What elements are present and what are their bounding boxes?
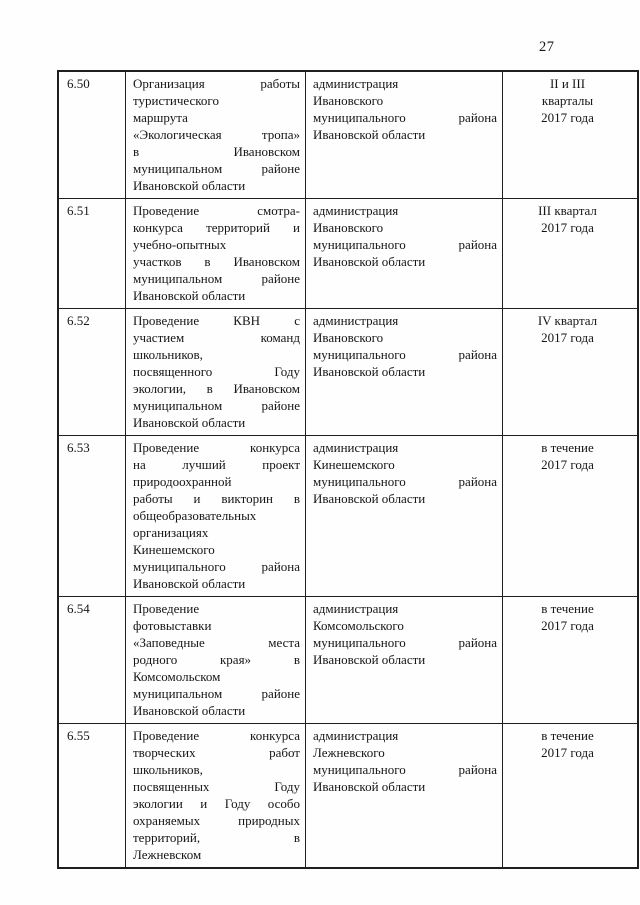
- text-line: муниципального района: [313, 347, 497, 362]
- text-line: в Ивановском: [133, 144, 300, 159]
- executor-cell: [306, 436, 503, 597]
- timing-cell: [503, 309, 639, 436]
- text-line: Ивановской области: [313, 779, 426, 794]
- text-line: в течение: [541, 440, 594, 455]
- text-line: муниципального района: [313, 237, 497, 252]
- text-line: Ивановской области: [133, 576, 246, 591]
- executor-cell: [306, 597, 503, 724]
- text-line: участием команд: [133, 330, 300, 345]
- text-line: туристического: [133, 93, 219, 108]
- activity-cell: [126, 199, 306, 309]
- text-line: учебно-опытных: [133, 237, 227, 252]
- text-line: муниципальном районе: [133, 686, 300, 701]
- text-line: Кинешемского: [133, 542, 215, 557]
- text-line: администрация: [313, 440, 399, 455]
- executor-cell: [306, 199, 503, 309]
- text-line: маршрута: [133, 110, 188, 125]
- text-line: экологии, в Ивановском: [133, 381, 300, 396]
- text-line: муниципального района: [313, 110, 497, 125]
- table-row: [58, 309, 638, 436]
- text-line: Лежневского: [313, 745, 385, 760]
- text-line: Ивановской области: [313, 127, 426, 142]
- text-line: экологии и Году особо: [133, 796, 300, 811]
- row-number-cell: [58, 199, 126, 309]
- text-line: родного края» в: [133, 652, 300, 667]
- text-line: Ивановского: [313, 330, 384, 345]
- timing-cell: [503, 71, 639, 199]
- text-line: «Экологическая тропа»: [133, 127, 300, 142]
- text-line: Комсомольском: [133, 669, 221, 684]
- activities-table-body: [58, 71, 638, 868]
- text-line: муниципального района: [313, 474, 497, 489]
- text-line: администрация: [313, 203, 399, 218]
- text-line: Ивановской области: [133, 703, 246, 718]
- text-line: работы и викторин в: [133, 491, 300, 506]
- text-line: участков в Ивановском: [133, 254, 300, 269]
- timing-cell: [503, 436, 639, 597]
- text-line: 6.51: [67, 203, 90, 218]
- text-line: Кинешемского: [313, 457, 395, 472]
- text-line: 6.50: [67, 76, 90, 91]
- text-line: Ивановской области: [133, 178, 246, 193]
- text-line: муниципальном районе: [133, 161, 300, 176]
- text-line: Проведение смотра-: [133, 203, 300, 218]
- text-line: 6.55: [67, 728, 90, 743]
- text-line: фотовыставки: [133, 618, 212, 633]
- text-line: IV квартал: [537, 313, 598, 328]
- text-line: 6.53: [67, 440, 90, 455]
- text-line: посвященных Году: [133, 779, 300, 794]
- executor-cell: [306, 724, 503, 869]
- text-line: муниципальном районе: [133, 398, 300, 413]
- text-line: Проведение КВН с: [133, 313, 300, 328]
- table-row: [58, 597, 638, 724]
- text-line: 2017 года: [541, 220, 594, 235]
- timing-cell: [503, 199, 639, 309]
- text-line: посвященного Году: [133, 364, 300, 379]
- activity-cell: [126, 309, 306, 436]
- text-line: школьников,: [133, 347, 203, 362]
- text-line: организациях: [133, 525, 209, 540]
- text-line: администрация: [313, 313, 399, 328]
- text-line: 2017 года: [541, 330, 594, 345]
- text-line: Лежневском: [133, 847, 202, 862]
- row-number-cell: [58, 724, 126, 869]
- text-line: муниципальном районе: [133, 271, 300, 286]
- text-line: 2017 года: [541, 618, 594, 633]
- text-line: природоохранной: [133, 474, 232, 489]
- text-line: общеобразовательных: [133, 508, 257, 523]
- table-row: [58, 71, 638, 199]
- text-line: Ивановской области: [313, 491, 426, 506]
- activity-cell: [126, 71, 306, 199]
- text-line: «Заповедные места: [133, 635, 300, 650]
- text-line: III квартал: [538, 203, 597, 218]
- text-line: 2017 года: [541, 457, 594, 472]
- row-number-cell: [58, 71, 126, 199]
- text-line: Ивановской области: [313, 652, 426, 667]
- text-line: администрация: [313, 601, 399, 616]
- text-line: муниципального района: [313, 762, 497, 777]
- text-line: администрация: [313, 76, 399, 91]
- text-line: школьников,: [133, 762, 203, 777]
- executor-cell: [306, 71, 503, 199]
- text-line: творческих работ: [133, 745, 300, 760]
- table-row: [58, 436, 638, 597]
- text-line: охраняемых природных: [133, 813, 300, 828]
- text-line: администрация: [313, 728, 399, 743]
- text-line: муниципального района: [313, 635, 497, 650]
- row-number-cell: [58, 597, 126, 724]
- text-line: Ивановского: [313, 93, 384, 108]
- text-line: кварталы: [541, 93, 594, 108]
- table-row: [58, 199, 638, 309]
- page-number: 27: [539, 39, 555, 55]
- activity-cell: [126, 724, 306, 869]
- text-line: Проведение конкурса: [133, 440, 300, 455]
- text-line: 6.52: [67, 313, 90, 328]
- text-line: Проведение конкурса: [133, 728, 300, 743]
- text-line: II и III: [549, 76, 586, 91]
- activity-cell: [126, 436, 306, 597]
- text-line: муниципального района: [133, 559, 300, 574]
- text-line: на лучший проект: [133, 457, 300, 472]
- text-line: в течение: [541, 728, 594, 743]
- timing-cell: [503, 724, 639, 869]
- text-line: Проведение: [133, 601, 200, 616]
- text-line: 6.54: [67, 601, 90, 616]
- table-row: [58, 724, 638, 869]
- text-line: 2017 года: [541, 745, 594, 760]
- text-line: Организация работы: [133, 76, 300, 91]
- text-line: Ивановской области: [313, 254, 426, 269]
- activity-cell: [126, 597, 306, 724]
- text-line: Ивановского: [313, 220, 384, 235]
- text-line: Комсомольского: [313, 618, 404, 633]
- text-line: Ивановской области: [313, 364, 426, 379]
- text-line: территорий, в: [133, 830, 300, 845]
- text-line: Ивановской области: [133, 415, 246, 430]
- text-line: Ивановской области: [133, 288, 246, 303]
- activities-table: [57, 70, 639, 869]
- timing-cell: [503, 597, 639, 724]
- row-number-cell: [58, 309, 126, 436]
- executor-cell: [306, 309, 503, 436]
- text-line: в течение: [541, 601, 594, 616]
- row-number-cell: [58, 436, 126, 597]
- text-line: конкурса территорий и: [133, 220, 300, 235]
- text-line: 2017 года: [541, 110, 594, 125]
